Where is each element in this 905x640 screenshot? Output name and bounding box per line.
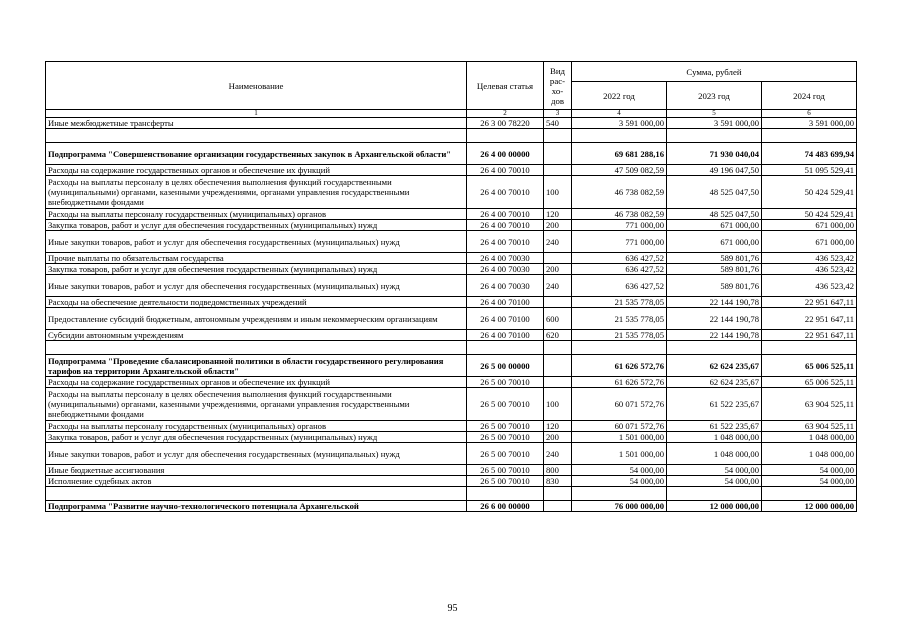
table-row: Иные закупки товаров, работ и услуг для обеспечения государственных (муниципальных) нужд 26 5 00 70010 240 1 501 000,00 1 048 000,00 1 048 000,00 — [46, 443, 857, 465]
colnum-3: 3 — [544, 110, 572, 118]
table-row: Расходы на выплаты персоналу государственных (муниципальных) органов 26 5 00 70010 120 60 071 572,76 61 522 235,67 63 904 525,11 — [46, 421, 857, 432]
table-row: Иные бюджетные ассигнования 26 5 00 70010 800 54 000,00 54 000,00 54 000,00 — [46, 465, 857, 476]
colnum-6: 6 — [762, 110, 857, 118]
table-row: Иные закупки товаров, работ и услуг для обеспечения государственных (муниципальных) нужд 26 4 00 70030 240 636 427,52 589 801,76 436 523,42 — [46, 275, 857, 297]
header-code: Целевая статья — [467, 62, 544, 110]
page-number: 95 — [447, 603, 458, 614]
table-row: Расходы на выплаты персоналу в целях обеспечения выполнения функций государственными (муниципальными) органами, казенными учреждениями, органами управления государственными внебюджетными фондами 26 4 00 70010 100 46 738 082,59 48 525 047,50 50 424 529,41 — [46, 176, 857, 209]
table-row: Иные закупки товаров, работ и услуг для обеспечения государственных (муниципальных) нужд 26 4 00 70010 240 771 000,00 671 000,00 671 000,00 — [46, 231, 857, 253]
header-2024: 2024 год — [762, 82, 857, 110]
header-type: Вид рас-хо-дов — [544, 62, 572, 110]
table-row: Расходы на обеспечение деятельности подведомственных учреждений 26 4 00 70100 21 535 778,05 22 144 190,78 22 951 647,11 — [46, 297, 857, 308]
header-name: Наименование — [46, 62, 467, 110]
table-row: Субсидии автономным учреждениям 26 4 00 70100 620 21 535 778,05 22 144 190,78 22 951 647,11 — [46, 330, 857, 341]
header-2023: 2023 год — [667, 82, 762, 110]
table-row: Иные межбюджетные трансферты 26 3 00 78220 540 3 591 000,00 3 591 000,00 3 591 000,00 — [46, 118, 857, 129]
table-row: Расходы на содержание государственных органов и обеспечение их функций 26 5 00 70010 61 626 572,76 62 624 235,67 65 006 525,11 — [46, 377, 857, 388]
table-row: Подпрограмма "Развитие научно-технологического потенциала Архангельской 26 6 00 00000 76 000 000,00 12 000 000,00 12 000 000,00 — [46, 501, 857, 512]
table-row: Подпрограмма "Проведение сбалансированной политики в области государственного регулирования тарифов на территории Архангельской области" 26 5 00 00000 61 626 572,76 62 624 235,67 65 006 525,11 — [46, 355, 857, 377]
spacer-row — [46, 341, 857, 355]
table-row: Закупка товаров, работ и услуг для обеспечения государственных (муниципальных) нужд 26 5 00 70010 200 1 501 000,00 1 048 000,00 1 048 000,00 — [46, 432, 857, 443]
table-row: Расходы на содержание государственных органов и обеспечение их функций 26 4 00 70010 47 509 082,59 49 196 047,50 51 095 529,41 — [46, 165, 857, 176]
table-row: Расходы на выплаты персоналу государственных (муниципальных) органов 26 4 00 70010 120 46 738 082,59 48 525 047,50 50 424 529,41 — [46, 209, 857, 220]
table-row: Подпрограмма "Совершенствование организации государственных закупок в Архангельской области" 26 4 00 00000 69 681 288,16 71 930 040,04 74 483 699,94 — [46, 143, 857, 165]
table-row: Расходы на выплаты персоналу в целях обеспечения выполнения функций государственными (муниципальными) органами, казенными учреждениями, органами управления государственными внебюджетными фондами 26 5 00 70010 100 60 071 572,76 61 522 235,67 63 904 525,11 — [46, 388, 857, 421]
table-row: Прочие выплаты по обязательствам государства 26 4 00 70030 636 427,52 589 801,76 436 523,42 — [46, 253, 857, 264]
header-sum: Сумма, рублей — [572, 62, 857, 82]
header-2022: 2022 год — [572, 82, 667, 110]
colnum-5: 5 — [667, 110, 762, 118]
spacer-row — [46, 129, 857, 143]
table-row: Исполнение судебных актов 26 5 00 70010 830 54 000,00 54 000,00 54 000,00 — [46, 476, 857, 487]
table-row: Предоставление субсидий бюджетным, автономным учреждениям и иным некоммерческим организациям 26 4 00 70100 600 21 535 778,05 22 144 190,78 22 951 647,11 — [46, 308, 857, 330]
spacer-row — [46, 487, 857, 501]
table-row: Закупка товаров, работ и услуг для обеспечения государственных (муниципальных) нужд 26 4 00 70010 200 771 000,00 671 000,00 671 000,00 — [46, 220, 857, 231]
colnum-1: 1 — [46, 110, 467, 118]
budget-table — [45, 61, 857, 512]
column-number-row — [46, 110, 857, 118]
table-row: Закупка товаров, работ и услуг для обеспечения государственных (муниципальных) нужд 26 4 00 70030 200 636 427,52 589 801,76 436 523,42 — [46, 264, 857, 275]
colnum-4: 4 — [572, 110, 667, 118]
colnum-2: 2 — [467, 110, 544, 118]
